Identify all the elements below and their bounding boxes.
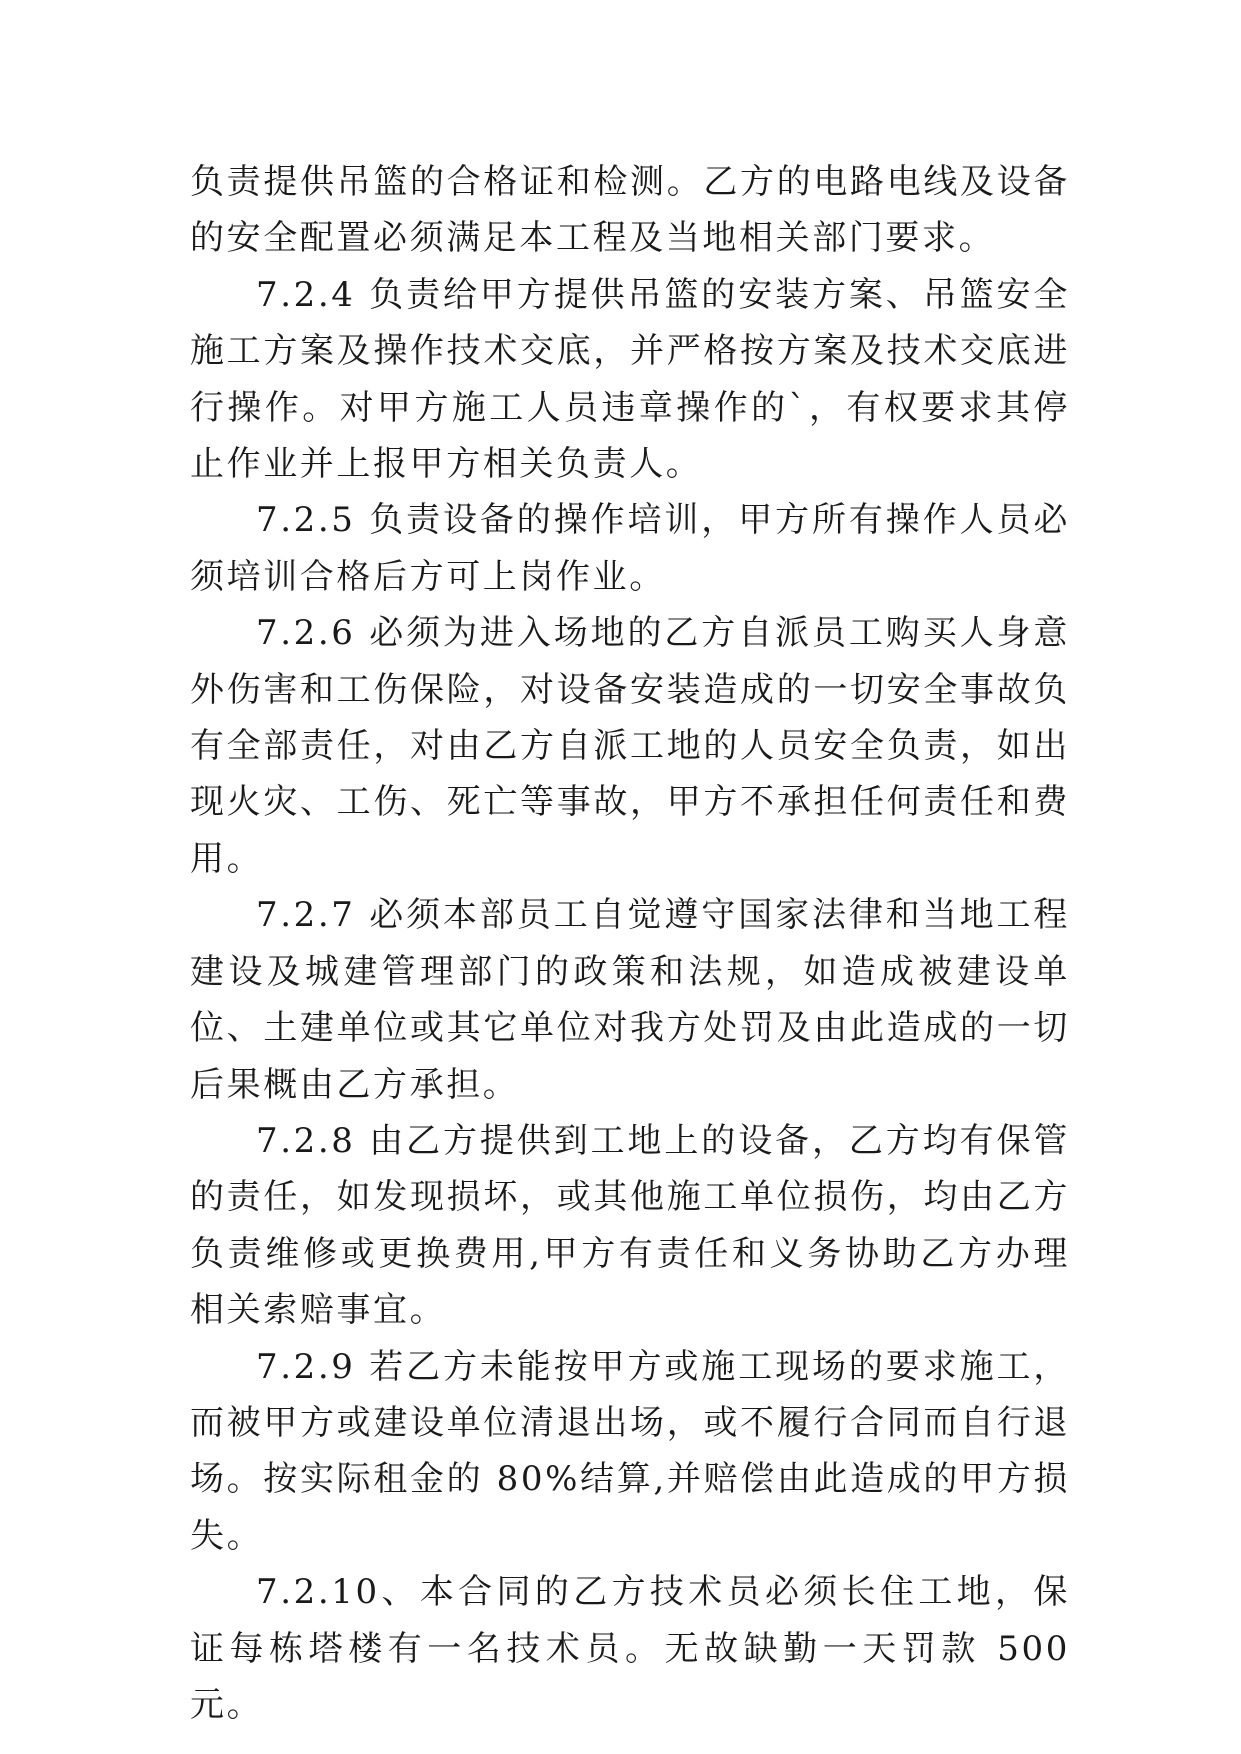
paragraph-7-2-4: 7.2.4 负责给甲方提供吊篮的安装方案、吊篮安全施工方案及操作技术交底，并严格按方案及技术交底进行操作。对甲方施工人员违章操作的`，有权要求其停止作业并上报甲方相关负责人。 — [190, 274, 1070, 485]
paragraph-7-2-6: 7.2.6 必须为进入场地的乙方自派员工购买人身意外伤害和工伤保险，对设备安装造成的一切安全事故负有全部责任，对由乙方自派工地的人员安全负责，如出现火灾、工伤、死亡等事故，甲方不承担任何责任和费用。 — [190, 613, 1070, 879]
document-body — [190, 154, 1070, 1733]
paragraph-7-2-7: 7.2.7 必须本部员工自觉遵守国家法律和当地工程建设及城建管理部门的政策和法规，如造成被建设单位、土建单位或其它单位对我方处罚及由此造成的一切后果概由乙方承担。 — [190, 895, 1070, 1105]
paragraph-continuation: 负责提供吊篮的合格证和检测。乙方的电路电线及设备的安全配置必须满足本工程及当地相关部门要求。 — [190, 162, 1070, 259]
paragraph-7-2-10: 7.2.10、本合同的乙方技术员必须长住工地，保证每栋塔楼有一名技术员。无故缺勤一天罚款 500 元。 — [190, 1572, 1070, 1725]
paragraph-7-2-5: 7.2.5 负责设备的操作培训，甲方所有操作人员必须培训合格后方可上岗作业。 — [190, 500, 1070, 597]
paragraph-7-2-8: 7.2.8 由乙方提供到工地上的设备，乙方均有保管的责任，如发现损坏，或其他施工单位损伤，均由乙方负责维修或更换费用,甲方有责任和义务协助乙方办理相关索赔事宜。 — [190, 1120, 1070, 1331]
paragraph-7-2-9: 7.2.9 若乙方未能按甲方或施工现场的要求施工，而被甲方或建设单位清退出场，或不履行合同而自行退场。按实际租金的 80%结算,并赔偿由此造成的甲方损失。 — [190, 1346, 1070, 1556]
